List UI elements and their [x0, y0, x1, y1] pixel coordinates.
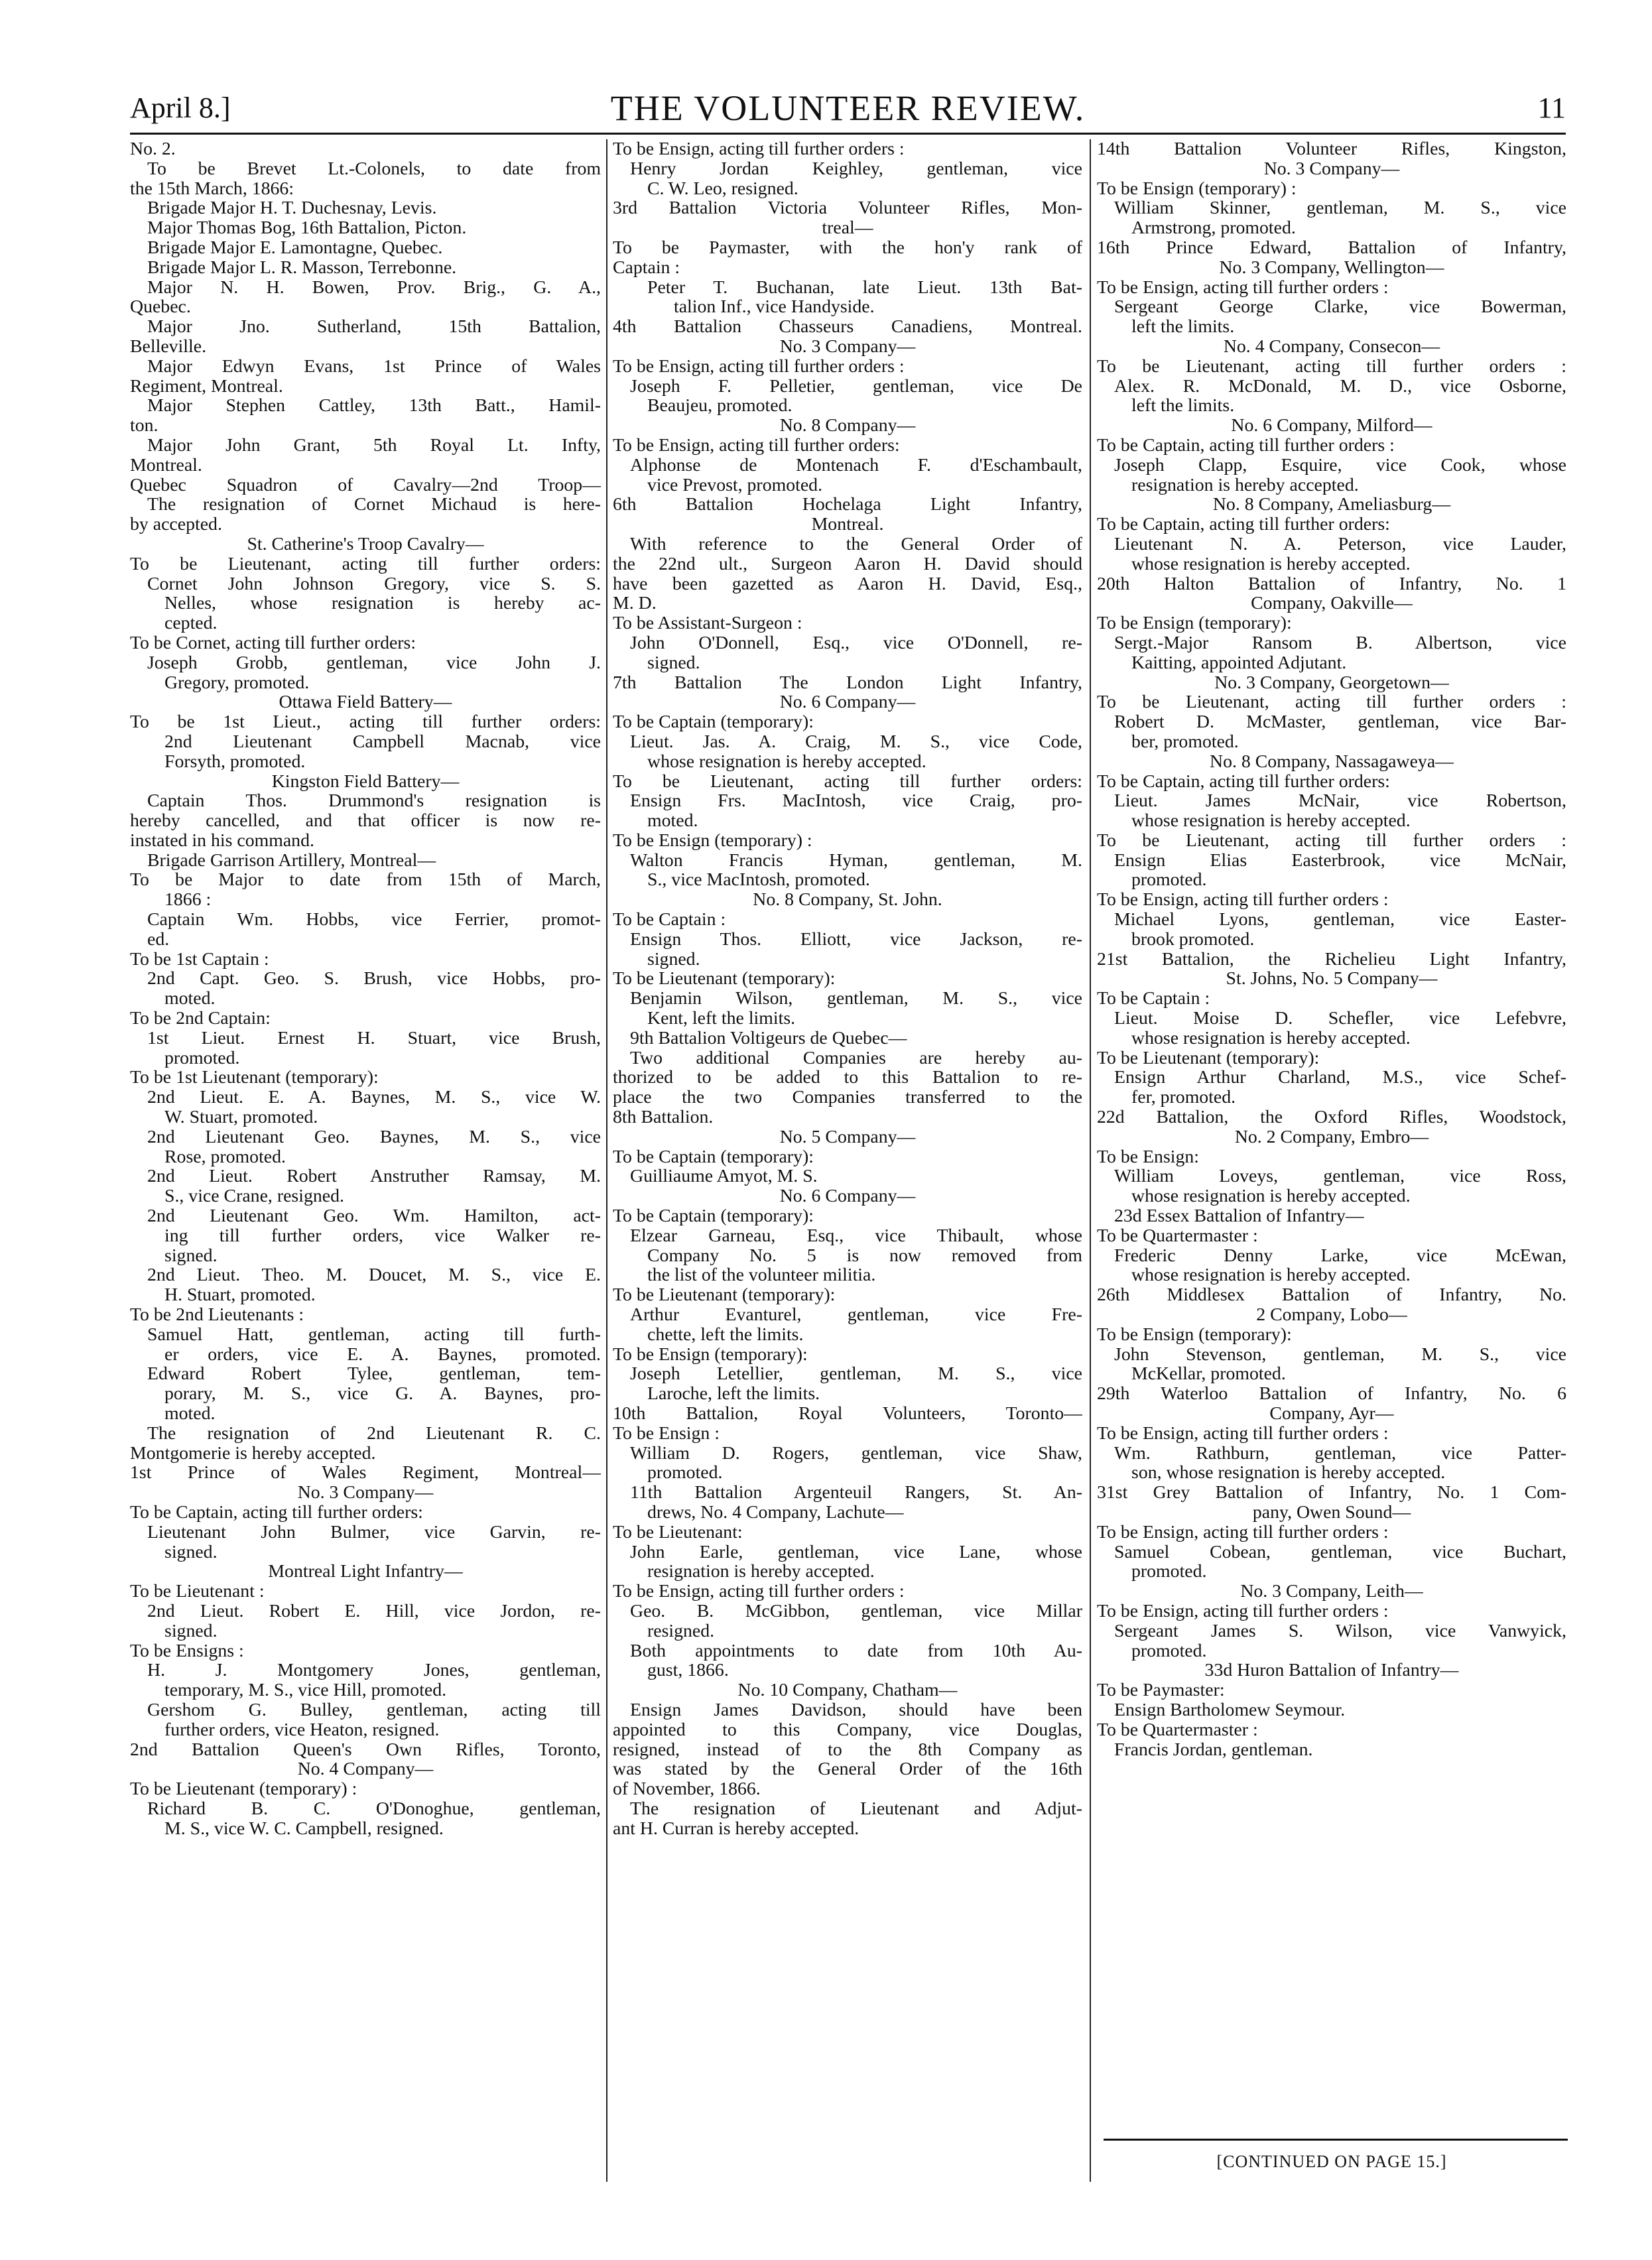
- text-line: 6th Battalion Hochelaga Light Infantry,: [613, 495, 1082, 515]
- text-line: 3rd Battalion Victoria Volunteer Rifles, Mon-: [613, 198, 1082, 219]
- text-line: whose resignation is hereby accepted.: [1131, 554, 1411, 574]
- text-line: 2nd Capt. Geo. S. Brush, vice Hobbs, pro-: [147, 969, 601, 989]
- text-line: promoted.: [1131, 1562, 1207, 1582]
- text-line: Joseph Clapp, Esquire, vice Cook, whose: [1114, 455, 1566, 475]
- text-line: was stated by the General Order of the 16th: [613, 1759, 1082, 1780]
- text-line: Ensign Bartholomew Seymour.: [1114, 1700, 1346, 1720]
- text-line: To be Quartermaster :: [1097, 1225, 1258, 1246]
- text-line: The resignation of Lieutenant and Adjut-: [630, 1798, 1082, 1819]
- text-line: resigned.: [647, 1621, 715, 1641]
- text-line: No. 4 Company, Consecon—: [1223, 336, 1440, 357]
- text-line: To be Ensign, acting till further orders :: [1097, 890, 1389, 910]
- text-line: promoted.: [647, 1463, 723, 1483]
- text-column-middle: [613, 139, 1082, 2182]
- text-line: To be Ensign, acting till further orders :: [1097, 1423, 1389, 1444]
- text-line: To be Lieutenant, acting till further orders :: [1097, 356, 1566, 377]
- text-line: talion Inf., vice Handyside.: [674, 297, 875, 318]
- text-line: To be Captain, acting till further orders:: [130, 1502, 423, 1523]
- text-line: To be Captain, acting till further orders :: [1097, 435, 1395, 456]
- text-line: ing till further orders, vice Walker re-: [164, 1225, 601, 1246]
- text-line: 2nd Lieutenant Geo. Wm. Hamilton, act-: [147, 1206, 601, 1226]
- column-rule: [606, 139, 607, 2182]
- text-line: promoted.: [1131, 870, 1207, 891]
- text-column-right: [1097, 139, 1566, 2182]
- text-line: 2nd Battalion Queen's Own Rifles, Toronto,: [130, 1739, 601, 1760]
- text-line: To be Paymaster, with the hon'y rank of: [613, 237, 1082, 258]
- text-line: S., vice MacIntosh, promoted.: [647, 870, 870, 891]
- text-line: To be Ensign (temporary) :: [1097, 178, 1297, 199]
- text-line: Kent, left the limits.: [647, 1009, 796, 1029]
- text-line: John Stevenson, gentleman, M. S., vice: [1114, 1344, 1566, 1365]
- text-line: ton.: [130, 416, 159, 436]
- text-line: Michael Lyons, gentleman, vice Easter-: [1114, 910, 1566, 930]
- text-line: 2nd Lieut. Robert Anstruther Ramsay, M.: [147, 1166, 601, 1187]
- text-line: No. 8 Company, Ameliasburg—: [1212, 495, 1451, 515]
- text-line: drews, No. 4 Company, Lachute—: [647, 1502, 904, 1523]
- text-line: The resignation of 2nd Lieutenant R. C.: [147, 1423, 601, 1444]
- text-line: Sergeant George Clarke, vice Bowerman,: [1114, 297, 1566, 318]
- text-line: Sergt.-Major Ransom B. Albertson, vice: [1114, 633, 1566, 653]
- issue-date: April 8.]: [130, 92, 231, 124]
- text-line: To be Ensign:: [1097, 1147, 1200, 1167]
- text-line: No. 3 Company—: [297, 1483, 434, 1503]
- text-line: whose resignation is hereby accepted.: [1131, 1028, 1411, 1048]
- text-line: Both appointments to date from 10th Au-: [630, 1641, 1082, 1661]
- text-line: Company, Oakville—: [1251, 594, 1413, 614]
- text-line: John O'Donnell, Esq., vice O'Donnell, re-: [630, 633, 1082, 653]
- text-line: by accepted.: [130, 515, 222, 534]
- text-line: Two additional Companies are hereby au-: [630, 1048, 1082, 1068]
- text-line: Joseph F. Pelletier, gentleman, vice De: [630, 376, 1082, 397]
- text-line: Brigade Major L. R. Masson, Terrebonne.: [147, 257, 457, 278]
- text-line: With reference to the General Order of: [630, 534, 1082, 554]
- text-line: fer, promoted.: [1131, 1088, 1236, 1108]
- text-line: whose resignation is hereby accepted.: [1131, 1186, 1411, 1207]
- column-rule: [1090, 139, 1091, 2182]
- text-line: Richard B. C. O'Donoghue, gentleman,: [147, 1798, 601, 1819]
- text-line: son, whose resignation is hereby accepted.: [1131, 1463, 1446, 1483]
- text-line: To be Lieutenant, acting till further orders:: [130, 554, 601, 574]
- text-line: Ottawa Field Battery—: [279, 692, 452, 713]
- text-line: Gershom G. Bulley, gentleman, acting till: [147, 1700, 601, 1720]
- text-line: temporary, M. S., vice Hill, promoted.: [164, 1680, 447, 1700]
- text-line: H. J. Montgomery Jones, gentleman,: [147, 1661, 601, 1681]
- text-line: To be 1st Lieut., acting till further orders:: [130, 712, 601, 732]
- text-line: 4th Battalion Chasseurs Canadiens, Montreal.: [613, 317, 1082, 337]
- text-line: Armstrong, promoted.: [1131, 218, 1296, 238]
- text-line: To be Paymaster:: [1097, 1680, 1225, 1700]
- text-line: No. 2.: [130, 139, 176, 159]
- text-line: No. 3 Company, Georgetown—: [1214, 672, 1449, 693]
- text-line: Samuel Cobean, gentleman, vice Buchart,: [1114, 1542, 1566, 1562]
- text-line: To be Ensign (temporary):: [1097, 613, 1292, 633]
- text-line: William Skinner, gentleman, M. S., vice: [1114, 198, 1566, 219]
- text-line: whose resignation is hereby accepted.: [647, 751, 926, 772]
- text-line: Major Edwyn Evans, 1st Prince of Wales: [147, 356, 601, 377]
- text-line: Ensign James Davidson, should have been: [630, 1700, 1082, 1720]
- text-line: 2nd Lieut. E. A. Baynes, M. S., vice W.: [147, 1088, 601, 1108]
- text-line: Kingston Field Battery—: [271, 771, 460, 792]
- text-line: To be Captain (temporary):: [613, 712, 814, 732]
- text-line: 20th Halton Battalion of Infantry, No. 1: [1097, 574, 1566, 594]
- text-line: Beaujeu, promoted.: [647, 396, 793, 416]
- text-column-left: [130, 139, 601, 2182]
- text-line: Ensign Elias Easterbrook, vice McNair,: [1114, 850, 1566, 871]
- text-line: William D. Rogers, gentleman, vice Shaw,: [630, 1443, 1082, 1464]
- text-line: To be Cornet, acting till further orders:: [130, 633, 416, 653]
- text-line: 23d Essex Battalion of Infantry—: [1114, 1206, 1364, 1226]
- page-number: 11: [1537, 92, 1566, 124]
- text-line: No. 2 Company, Embro—: [1234, 1127, 1429, 1147]
- text-line: To be 2nd Lieutenants :: [130, 1305, 304, 1325]
- text-line: To be 2nd Captain:: [130, 1009, 271, 1029]
- text-line: 2nd Lieut. Robert E. Hill, vice Jordon, re-: [147, 1601, 601, 1621]
- text-line: No. 6 Company—: [779, 692, 916, 713]
- text-line: To be Captain :: [613, 910, 726, 930]
- text-line: Lieut. Jas. A. Craig, M. S., vice Code,: [630, 731, 1082, 752]
- text-line: Gregory, promoted.: [164, 672, 310, 693]
- text-line: Major N. H. Bowen, Prov. Brig., G. A.,: [147, 277, 601, 298]
- text-line: No. 3 Company, Wellington—: [1219, 257, 1444, 278]
- text-line: Regiment, Montreal.: [130, 376, 283, 397]
- text-line: further orders, vice Heaton, resigned.: [164, 1720, 440, 1740]
- text-line: W. Stuart, promoted.: [164, 1107, 318, 1127]
- text-line: place the two Companies transferred to the: [613, 1088, 1082, 1108]
- text-line: To be Lieutenant, acting till further orders :: [1097, 692, 1566, 713]
- text-line: To be Lieutenant :: [130, 1582, 265, 1601]
- text-line: To be Lieutenant (temporary):: [613, 969, 836, 989]
- text-line: To be Ensign, acting till further orders :: [613, 356, 905, 377]
- text-line: 2nd Lieutenant Campbell Macnab, vice: [164, 731, 601, 752]
- text-line: resignation is hereby accepted.: [1131, 475, 1359, 495]
- text-line: H. Stuart, promoted.: [164, 1285, 316, 1306]
- text-line: 10th Battalion, Royal Volunteers, Toronto—: [613, 1404, 1082, 1424]
- text-line: To be Ensigns :: [130, 1641, 244, 1661]
- text-line: left the limits.: [1131, 317, 1235, 337]
- text-line: Frederic Denny Larke, vice McEwan,: [1114, 1245, 1566, 1266]
- text-line: signed.: [647, 949, 700, 970]
- text-line: whose resignation is hereby accepted.: [1131, 1265, 1411, 1286]
- text-line: Lieut. James McNair, vice Robertson,: [1114, 791, 1566, 812]
- text-line: No. 8 Company, Nassagaweya—: [1210, 751, 1454, 772]
- text-line: the list of the volunteer militia.: [647, 1265, 876, 1286]
- text-line: Joseph Grobb, gentleman, vice John J.: [147, 653, 601, 673]
- text-line: Brigade Major H. T. Duchesnay, Levis.: [147, 198, 437, 219]
- text-line: To be Lieutenant (temporary):: [1097, 1048, 1320, 1068]
- text-line: Sergeant James S. Wilson, vice Vanwyick,: [1114, 1621, 1566, 1641]
- masthead: [130, 85, 1566, 131]
- text-line: To be Lieutenant, acting till further orders:: [613, 771, 1082, 792]
- text-line: signed.: [164, 1245, 218, 1266]
- text-line: Major Thomas Bog, 16th Battalion, Picton.: [147, 218, 467, 238]
- text-line: 22d Battalion, the Oxford Rifles, Woodstock,: [1097, 1107, 1566, 1127]
- text-line: No. 6 Company—: [779, 1186, 916, 1207]
- text-line: Lieut. Moise D. Schefler, vice Lefebvre,: [1114, 1009, 1566, 1029]
- text-line: 8th Battalion.: [613, 1107, 714, 1127]
- text-line: To be 1st Captain :: [130, 949, 269, 970]
- text-line: M. S., vice W. C. Campbell, resigned.: [164, 1818, 444, 1839]
- text-line: 29th Waterloo Battalion of Infantry, No. 6: [1097, 1384, 1566, 1404]
- text-line: Wm. Rathburn, gentleman, vice Patter-: [1114, 1443, 1566, 1464]
- text-line: Belleville.: [130, 336, 207, 357]
- text-line: signed.: [647, 653, 700, 673]
- text-line: 21st Battalion, the Richelieu Light Infantry,: [1097, 949, 1566, 970]
- text-line: instated in his command.: [130, 830, 314, 851]
- text-line: To be Captain, acting till further orders:: [1097, 771, 1390, 792]
- text-line: ber, promoted.: [1131, 731, 1239, 752]
- text-line: To be Ensign, acting till further orders:: [613, 435, 900, 456]
- text-line: Arthur Evanturel, gentleman, vice Fre-: [630, 1305, 1082, 1325]
- text-line: No. 3 Company, Leith—: [1240, 1582, 1423, 1601]
- text-line: Montgomerie is hereby accepted.: [130, 1443, 376, 1464]
- text-line: Forsyth, promoted.: [164, 751, 306, 772]
- text-line: gust, 1866.: [647, 1661, 729, 1681]
- text-line: Kaitting, appointed Adjutant.: [1131, 653, 1347, 673]
- text-line: ant H. Curran is hereby accepted.: [613, 1818, 859, 1839]
- text-line: No. 4 Company—: [297, 1759, 434, 1780]
- text-line: Robert D. McMaster, gentleman, vice Bar-: [1114, 712, 1566, 732]
- text-line: No. 3 Company—: [779, 336, 916, 357]
- text-line: 2 Company, Lobo—: [1256, 1305, 1407, 1325]
- text-line: brook promoted.: [1131, 929, 1255, 950]
- text-line: Elzear Garneau, Esq., vice Thibault, whose: [630, 1225, 1082, 1246]
- text-line: No. 3 Company—: [1263, 158, 1400, 179]
- text-line: To be Ensign (temporary):: [1097, 1324, 1292, 1345]
- text-line: No. 6 Company, Milford—: [1231, 416, 1432, 436]
- text-line: whose resignation is hereby accepted.: [1131, 811, 1411, 831]
- text-line: S., vice Crane, resigned.: [164, 1186, 344, 1207]
- text-line: Alex. R. McDonald, M. D., vice Osborne,: [1114, 376, 1566, 397]
- text-line: signed.: [164, 1621, 218, 1641]
- text-line: The resignation of Cornet Michaud is here-: [147, 495, 601, 515]
- text-line: Company, Ayr—: [1269, 1404, 1394, 1424]
- text-line: Ensign Arthur Charland, M.S., vice Schef-: [1114, 1068, 1566, 1088]
- text-line: 16th Prince Edward, Battalion of Infantry,: [1097, 237, 1566, 258]
- text-line: Walton Francis Hyman, gentleman, M.: [630, 850, 1082, 871]
- text-line: 9th Battalion Voltigeurs de Quebec—: [630, 1028, 907, 1048]
- text-line: thorized to be added to this Battalion to re-: [613, 1068, 1082, 1088]
- text-line: Quebec Squadron of Cavalry—2nd Troop—: [130, 475, 601, 495]
- text-line: the 15th March, 1866:: [130, 178, 294, 199]
- text-line: Montreal.: [811, 515, 884, 534]
- text-line: To be Captain (temporary):: [613, 1147, 814, 1167]
- text-line: Brigade Major E. Lamontagne, Quebec.: [147, 237, 443, 258]
- text-line: To be Ensign :: [613, 1423, 720, 1444]
- text-line: William Loveys, gentleman, vice Ross,: [1114, 1166, 1566, 1187]
- text-line: Ensign Thos. Elliott, vice Jackson, re-: [630, 929, 1082, 950]
- text-line: To be Ensign (temporary) :: [613, 830, 812, 851]
- text-line: Nelles, whose resignation is hereby ac-: [164, 594, 601, 614]
- text-line: Lieutenant John Bulmer, vice Garvin, re-: [147, 1522, 601, 1542]
- text-line: No. 5 Company—: [779, 1127, 916, 1147]
- text-line: hereby cancelled, and that officer is now re-: [130, 811, 601, 831]
- text-line: 1866 :: [164, 890, 212, 910]
- text-line: To be Captain, acting till further orders:: [1097, 515, 1390, 534]
- text-line: treal—: [822, 218, 873, 238]
- text-line: ed.: [147, 929, 170, 950]
- text-line: er orders, vice E. A. Baynes, promoted.: [164, 1344, 601, 1365]
- text-line: 11th Battalion Argenteuil Rangers, St. An-: [630, 1483, 1082, 1503]
- text-line: To be Assistant-Surgeon :: [613, 613, 802, 633]
- text-line: C. W. Leo, resigned.: [647, 178, 798, 199]
- text-line: To be Quartermaster :: [1097, 1720, 1258, 1740]
- text-line: To be Captain :: [1097, 989, 1210, 1009]
- text-line: Edward Robert Tylee, gentleman, tem-: [147, 1364, 601, 1385]
- text-line: 7th Battalion The London Light Infantry,: [613, 672, 1082, 693]
- masthead-rule: [130, 133, 1566, 135]
- text-line: Cornet John Johnson Gregory, vice S. S.: [147, 574, 601, 594]
- text-line: 2nd Lieutenant Geo. Baynes, M. S., vice: [147, 1127, 601, 1147]
- text-line: Benjamin Wilson, gentleman, M. S., vice: [630, 989, 1082, 1009]
- text-line: porary, M. S., vice G. A. Baynes, pro-: [164, 1384, 601, 1404]
- text-line: Montreal.: [130, 455, 202, 475]
- text-line: 26th Middlesex Battalion of Infantry, No.: [1097, 1285, 1566, 1306]
- text-line: No. 10 Company, Chatham—: [737, 1680, 958, 1700]
- text-line: Rose, promoted.: [164, 1147, 286, 1167]
- text-line: pany, Owen Sound—: [1252, 1502, 1411, 1523]
- text-line: cepted.: [164, 613, 218, 633]
- text-line: Lieutenant N. A. Peterson, vice Lauder,: [1114, 534, 1566, 554]
- text-line: No. 8 Company—: [779, 416, 916, 436]
- article-end-rule: [1104, 2139, 1568, 2141]
- text-line: To be Lieutenant (temporary):: [613, 1285, 836, 1306]
- text-line: Laroche, left the limits.: [647, 1384, 820, 1404]
- text-line: To be Major to date from 15th of March,: [130, 870, 601, 891]
- text-line: Major Jno. Sutherland, 15th Battalion,: [147, 317, 601, 337]
- text-line: Peter T. Buchanan, late Lieut. 13th Bat-: [647, 277, 1082, 298]
- text-line: Guilliaume Amyot, M. S.: [630, 1166, 818, 1187]
- text-line: promoted.: [1131, 1641, 1207, 1661]
- text-line: 1st Lieut. Ernest H. Stuart, vice Brush,: [147, 1028, 601, 1048]
- text-line: St. Johns, No. 5 Company—: [1226, 969, 1438, 989]
- text-line: have been gazetted as Aaron H. David, Esq.,: [613, 574, 1082, 594]
- text-line: Captain Wm. Hobbs, vice Ferrier, promot-: [147, 910, 601, 930]
- text-line: Henry Jordan Keighley, gentleman, vice: [630, 158, 1082, 179]
- text-line: To be Brevet Lt.-Colonels, to date from: [147, 158, 601, 179]
- text-line: 31st Grey Battalion of Infantry, No. 1 Com-: [1097, 1483, 1566, 1503]
- continued-notice: [CONTINUED ON PAGE 15.]: [1216, 2152, 1447, 2171]
- text-line: Captain :: [613, 257, 680, 278]
- text-line: appointed to this Company, vice Douglas,: [613, 1720, 1082, 1740]
- text-line: St. Catherine's Troop Cavalry—: [247, 534, 484, 554]
- text-line: chette, left the limits.: [647, 1324, 804, 1345]
- text-line: Montreal Light Infantry—: [268, 1562, 463, 1582]
- text-line: To be Ensign, acting till further orders :: [613, 1582, 905, 1601]
- text-line: moted.: [164, 989, 216, 1009]
- text-line: Captain Thos. Drummond's resignation is: [147, 791, 601, 812]
- text-line: Joseph Letellier, gentleman, M. S., vice: [630, 1364, 1082, 1385]
- text-line: John Earle, gentleman, vice Lane, whose: [630, 1542, 1082, 1562]
- text-line: McKellar, promoted.: [1131, 1364, 1286, 1385]
- text-line: Samuel Hatt, gentleman, acting till furth-: [147, 1324, 601, 1345]
- text-line: Ensign Frs. MacIntosh, vice Craig, pro-: [630, 791, 1082, 812]
- text-line: left the limits.: [1131, 396, 1235, 416]
- text-line: Francis Jordan, gentleman.: [1114, 1739, 1313, 1760]
- text-line: To be Lieutenant:: [613, 1522, 743, 1542]
- text-line: Major John Grant, 5th Royal Lt. Infty,: [147, 435, 601, 456]
- text-line: To be Ensign (temporary):: [613, 1344, 808, 1365]
- text-line: To be Ensign, acting till further orders :: [613, 139, 905, 159]
- text-line: To be Ensign, acting till further orders :: [1097, 1601, 1389, 1621]
- text-line: 33d Huron Battalion of Infantry—: [1204, 1661, 1459, 1681]
- text-line: To be Ensign, acting till further orders :: [1097, 277, 1389, 298]
- newspaper-title: THE VOLUNTEER REVIEW.: [610, 88, 1086, 128]
- text-line: Quebec.: [130, 297, 191, 318]
- text-line: Company No. 5 is now removed from: [647, 1245, 1082, 1266]
- text-line: of November, 1866.: [613, 1779, 761, 1799]
- text-line: Geo. B. McGibbon, gentleman, vice Millar: [630, 1601, 1082, 1621]
- text-line: To be Captain (temporary):: [613, 1206, 814, 1226]
- text-line: No. 8 Company, St. John.: [753, 890, 942, 910]
- text-line: Brigade Garrison Artillery, Montreal—: [147, 850, 436, 871]
- text-line: moted.: [164, 1404, 216, 1424]
- text-line: To be Lieutenant, acting till further orders :: [1097, 830, 1566, 851]
- text-line: To be Lieutenant (temporary) :: [130, 1779, 357, 1799]
- text-line: promoted.: [164, 1048, 240, 1068]
- text-line: the 22nd ult., Surgeon Aaron H. David should: [613, 554, 1082, 574]
- text-line: resigned, instead of to the 8th Company as: [613, 1739, 1082, 1760]
- text-line: 14th Battalion Volunteer Rifles, Kingston,: [1097, 139, 1566, 159]
- text-line: To be 1st Lieutenant (temporary):: [130, 1068, 379, 1088]
- text-line: 1st Prince of Wales Regiment, Montreal—: [130, 1463, 601, 1483]
- text-line: resignation is hereby accepted.: [647, 1562, 875, 1582]
- text-line: 2nd Lieut. Theo. M. Doucet, M. S., vice E.: [147, 1265, 601, 1286]
- text-line: Alphonse de Montenach F. d'Eschambault,: [630, 455, 1082, 475]
- text-line: M. D.: [613, 594, 657, 614]
- text-line: moted.: [647, 811, 698, 831]
- text-line: To be Ensign, acting till further orders :: [1097, 1522, 1389, 1542]
- text-line: signed.: [164, 1542, 218, 1562]
- text-line: Major Stephen Cattley, 13th Batt., Hamil-: [147, 396, 601, 416]
- text-line: vice Prevost, promoted.: [647, 475, 823, 495]
